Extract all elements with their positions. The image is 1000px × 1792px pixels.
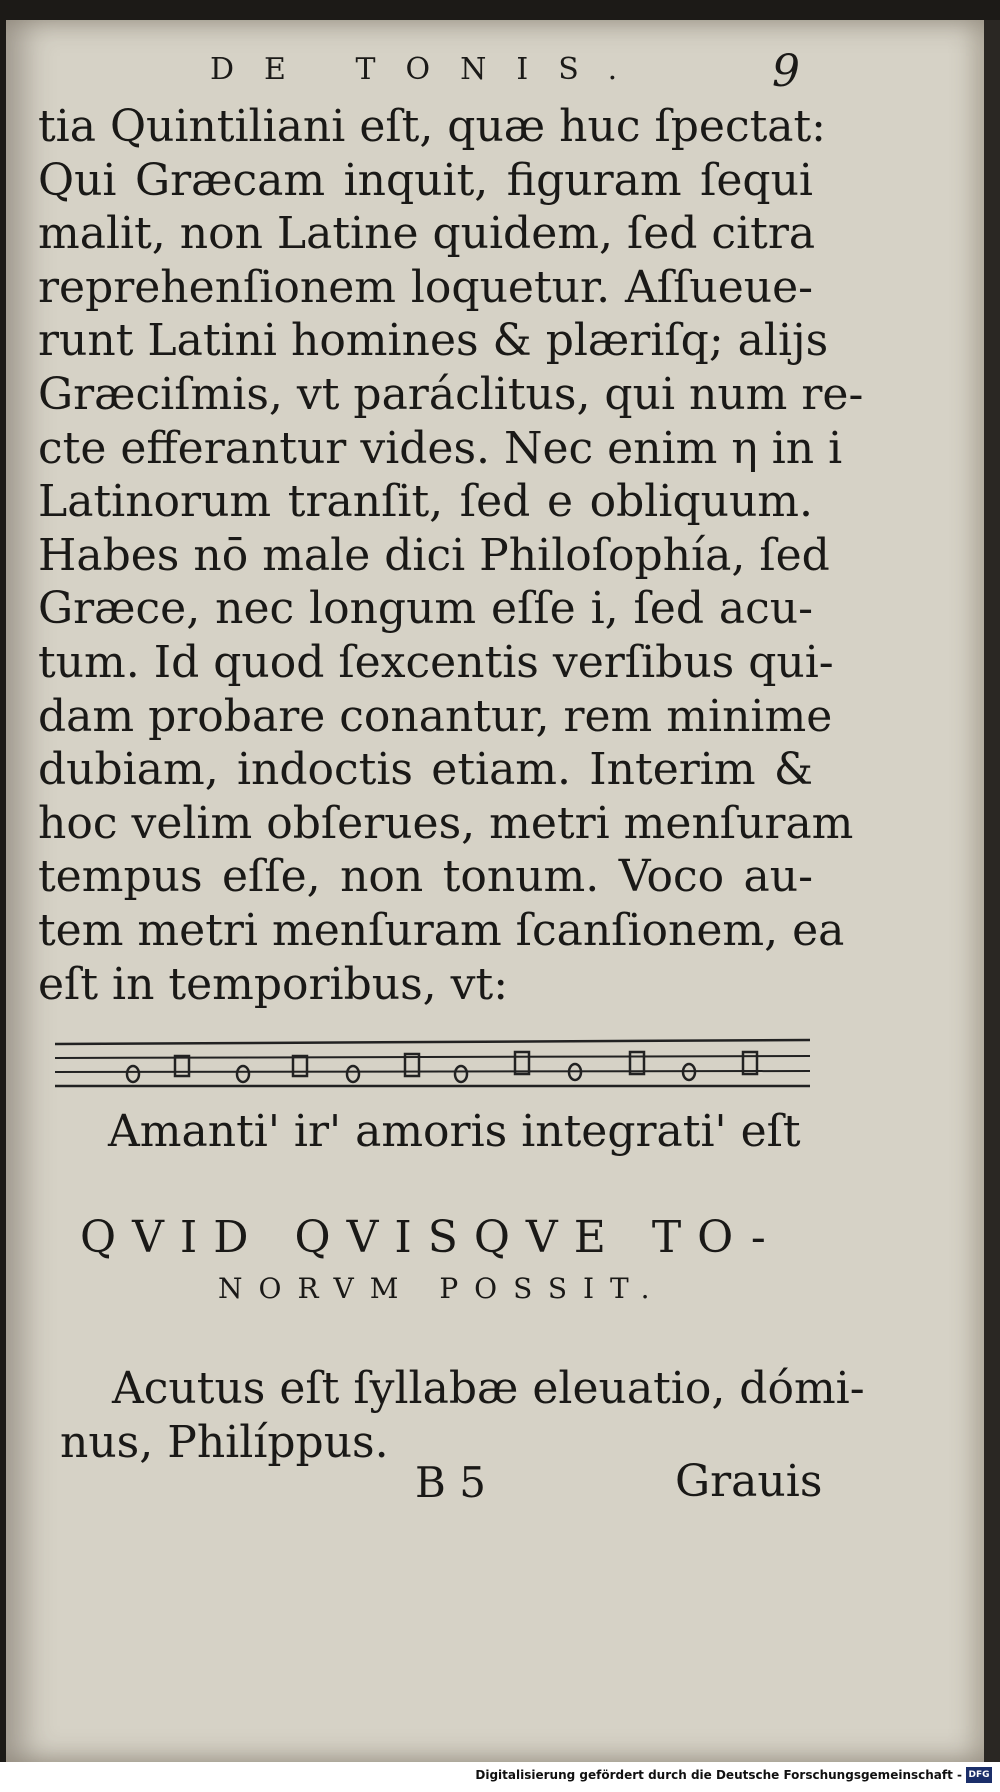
text-line: Qui Græcam inquit, figuram ſequi	[38, 154, 813, 206]
funding-credit: Digitalisierung gefördert durch die Deutsche Forschungsgemeinschaft -	[475, 1768, 962, 1782]
text-line: dam probare conantur, rem minime	[38, 690, 833, 742]
running-head	[210, 46, 800, 102]
page-number: 9	[772, 46, 800, 97]
text-line: Græciſmis, vt paráclitus, qui num re-	[38, 368, 864, 420]
text-line: Græce, nec longum eſſe i, ſed acu-	[38, 583, 813, 635]
section-heading: QVID QVISQVE TO-	[80, 1212, 782, 1263]
text-line: tempus eſſe, non tonum. Voco au-	[38, 851, 813, 903]
signature-mark: B 5	[415, 1458, 486, 1507]
text-line: dubiam, indoctis etiam. Interim &	[38, 744, 813, 796]
text-line: tia Quintiliani eſt, quæ huc ſpectat:	[38, 101, 827, 152]
text-line: cte efferantur vides. Nec enim η in i	[38, 422, 843, 474]
running-title: DE TONIS.	[210, 52, 648, 87]
text-line: Latinorum tranſit, ſed e obliquum.	[38, 476, 813, 528]
dfg-logo: DFG	[966, 1767, 992, 1783]
section-subheading: NORVM POSSIT.	[218, 1272, 666, 1305]
digitization-footer	[0, 1762, 1000, 1792]
text-line: hoc velim obſerues, metri menſuram	[38, 797, 854, 849]
text-line: tem metri menſuram ſcanſionem, ea	[38, 904, 845, 956]
definition-line: nus, Philíppus.	[60, 1417, 389, 1468]
text-line: malit, non Latine quidem, ſed citra	[38, 208, 816, 260]
text-line: tum. Id quod ſexcentis verſibus qui-	[38, 636, 834, 688]
definition-paragraph	[60, 1362, 865, 1470]
text-line: Habes nō male dici Philoſophía, ſed	[38, 529, 830, 581]
definition-line: Acutus eſt ſyllabæ eleuatio, dómi-	[112, 1363, 865, 1414]
text-line: eſt in temporibus, vt:	[38, 958, 509, 1010]
page-edge	[984, 20, 1000, 1762]
metrical-notation-staff	[55, 1036, 810, 1096]
example-verse: Amanti' ir' amoris integrati' eſt	[108, 1106, 801, 1157]
text-line: reprehenſionem loquetur. Aſſueue-	[38, 261, 813, 313]
text-line: runt Latini homines & plæriſq; alijs	[38, 315, 829, 367]
catchword: Grauis	[675, 1456, 823, 1507]
main-text-block	[38, 100, 864, 1011]
